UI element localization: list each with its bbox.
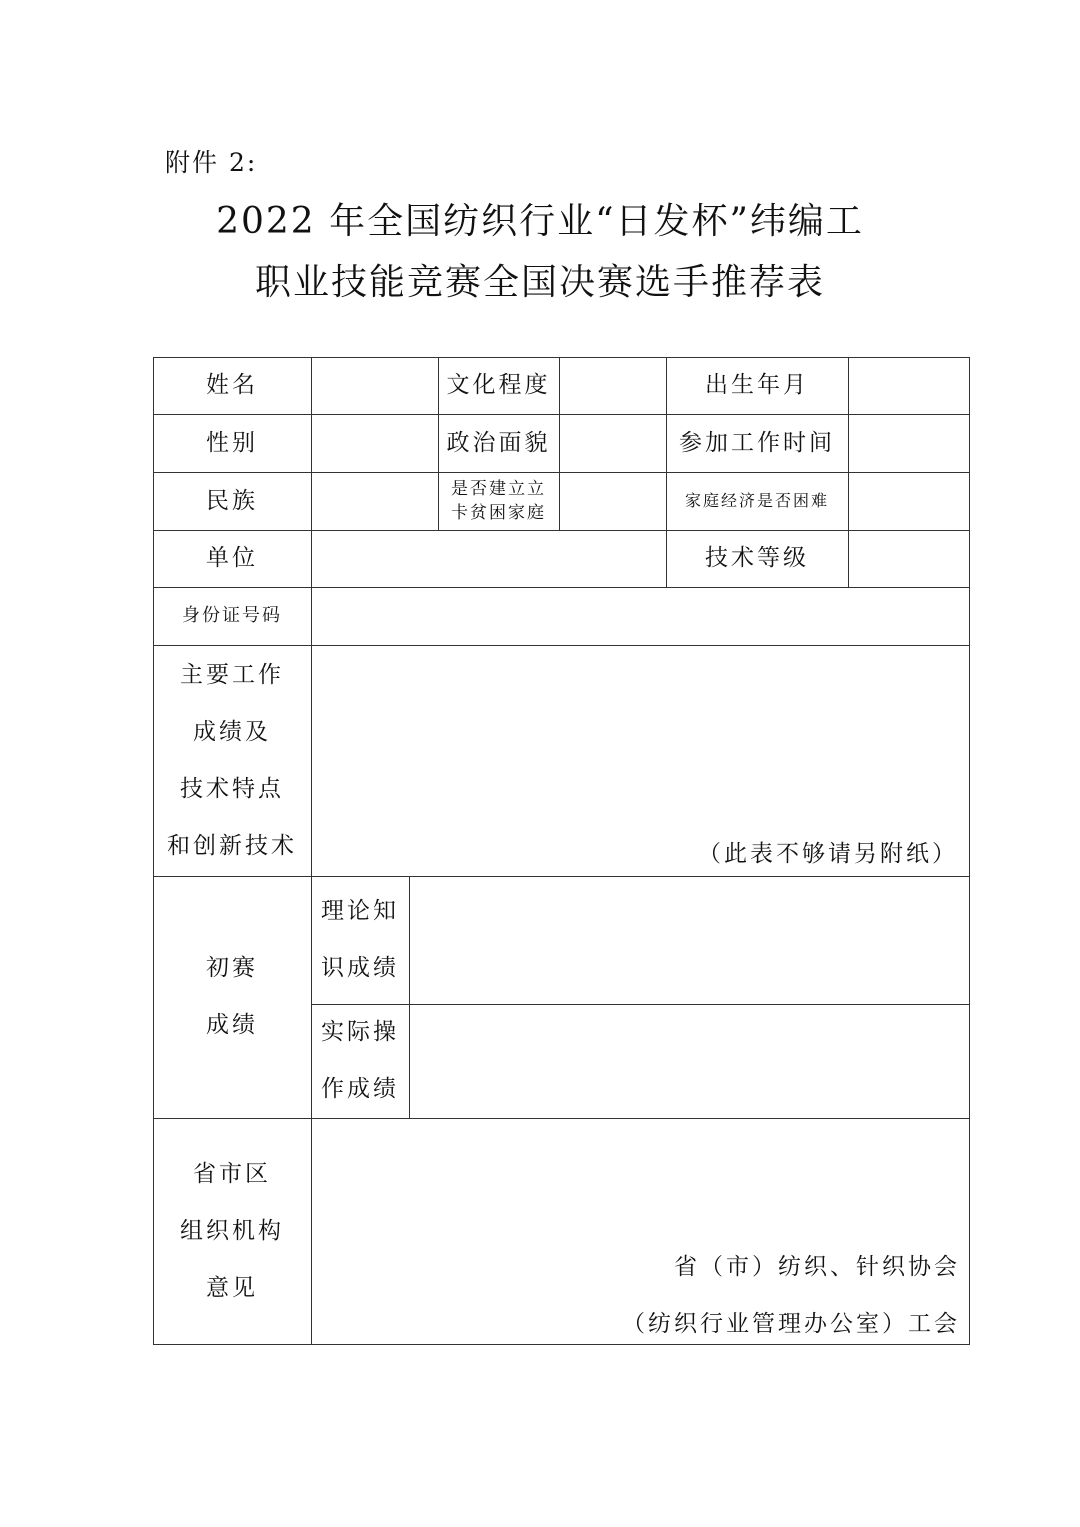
field-education[interactable]: [559, 357, 666, 414]
label-preliminary-scores-line-2: 成绩: [206, 1012, 258, 1038]
label-organization-opinion-line-3: 意见: [206, 1274, 258, 1301]
attachment-label: 附件 2:: [165, 148, 258, 177]
signature-line-association: 省（市）纺织、针织协会: [674, 1254, 960, 1280]
label-practice-score-line-1: 实际操: [321, 1019, 399, 1045]
label-practice-score: [311, 1004, 409, 1118]
label-achievements-line-2: 成绩及: [193, 718, 271, 745]
field-ethnicity[interactable]: [311, 472, 438, 530]
label-organization-opinion: [153, 1118, 311, 1344]
field-id-number[interactable]: [311, 587, 969, 645]
table-border-right: [969, 357, 970, 1345]
label-practice-score-line-2: 作成绩: [321, 1076, 399, 1102]
label-achievements-line-1: 主要工作: [180, 661, 284, 688]
field-family-hardship[interactable]: [848, 472, 969, 530]
label-education: 文化程度: [446, 372, 551, 398]
label-organization-opinion-line-1: 省市区: [193, 1160, 271, 1187]
label-preliminary-scores-line-1: 初赛: [206, 955, 258, 981]
label-gender: 性别: [206, 429, 258, 456]
label-poverty-registered-line-1: 是否建立立: [451, 478, 546, 499]
field-unit[interactable]: [311, 530, 666, 587]
recommendation-form-table: [153, 357, 970, 1345]
field-political-status[interactable]: [559, 414, 666, 472]
field-birth-date[interactable]: [848, 357, 969, 414]
label-poverty-registered-line-2: 卡贫困家庭: [451, 502, 546, 523]
label-achievements-line-3: 技术特点: [180, 775, 284, 802]
label-poverty-registered: [438, 472, 559, 530]
label-theory-score-line-1: 理论知: [321, 898, 399, 924]
label-achievements: [153, 645, 311, 876]
field-name[interactable]: [311, 357, 438, 414]
label-theory-score: [311, 876, 409, 1004]
label-birth-date: 出生年月: [705, 372, 809, 398]
label-organization-opinion-line-2: 组织机构: [180, 1217, 284, 1244]
table-border-bottom: [153, 1344, 970, 1345]
form-title-line-2: 职业技能竞赛全国决赛选手推荐表: [254, 262, 825, 303]
label-work-start-date: 参加工作时间: [679, 429, 835, 456]
field-work-start-date[interactable]: [848, 414, 969, 472]
field-poverty-registered[interactable]: [559, 472, 666, 530]
label-id-number: 身份证号码: [182, 605, 282, 626]
label-achievements-line-4: 和创新技术: [167, 832, 297, 859]
attach-paper-note: （此表不够请另附纸）: [698, 841, 958, 867]
label-family-hardship: 家庭经济是否困难: [684, 491, 829, 510]
field-practice-score[interactable]: [409, 1004, 969, 1118]
field-tech-level[interactable]: [848, 530, 969, 587]
field-theory-score[interactable]: [409, 876, 969, 1004]
label-preliminary-scores: [153, 876, 311, 1118]
field-gender[interactable]: [311, 414, 438, 472]
label-ethnicity: 民族: [206, 487, 258, 514]
label-political-status: 政治面貌: [446, 429, 551, 456]
label-unit: 单位: [206, 545, 258, 571]
signature-line-union: （纺织行业管理办公室）工会: [622, 1311, 960, 1337]
label-name: 姓名: [206, 372, 258, 398]
form-title-line-1: 2022 年全国纺织行业“日发杯”纬编工: [216, 201, 864, 242]
label-theory-score-line-2: 识成绩: [321, 955, 399, 981]
label-tech-level: 技术等级: [705, 545, 809, 571]
